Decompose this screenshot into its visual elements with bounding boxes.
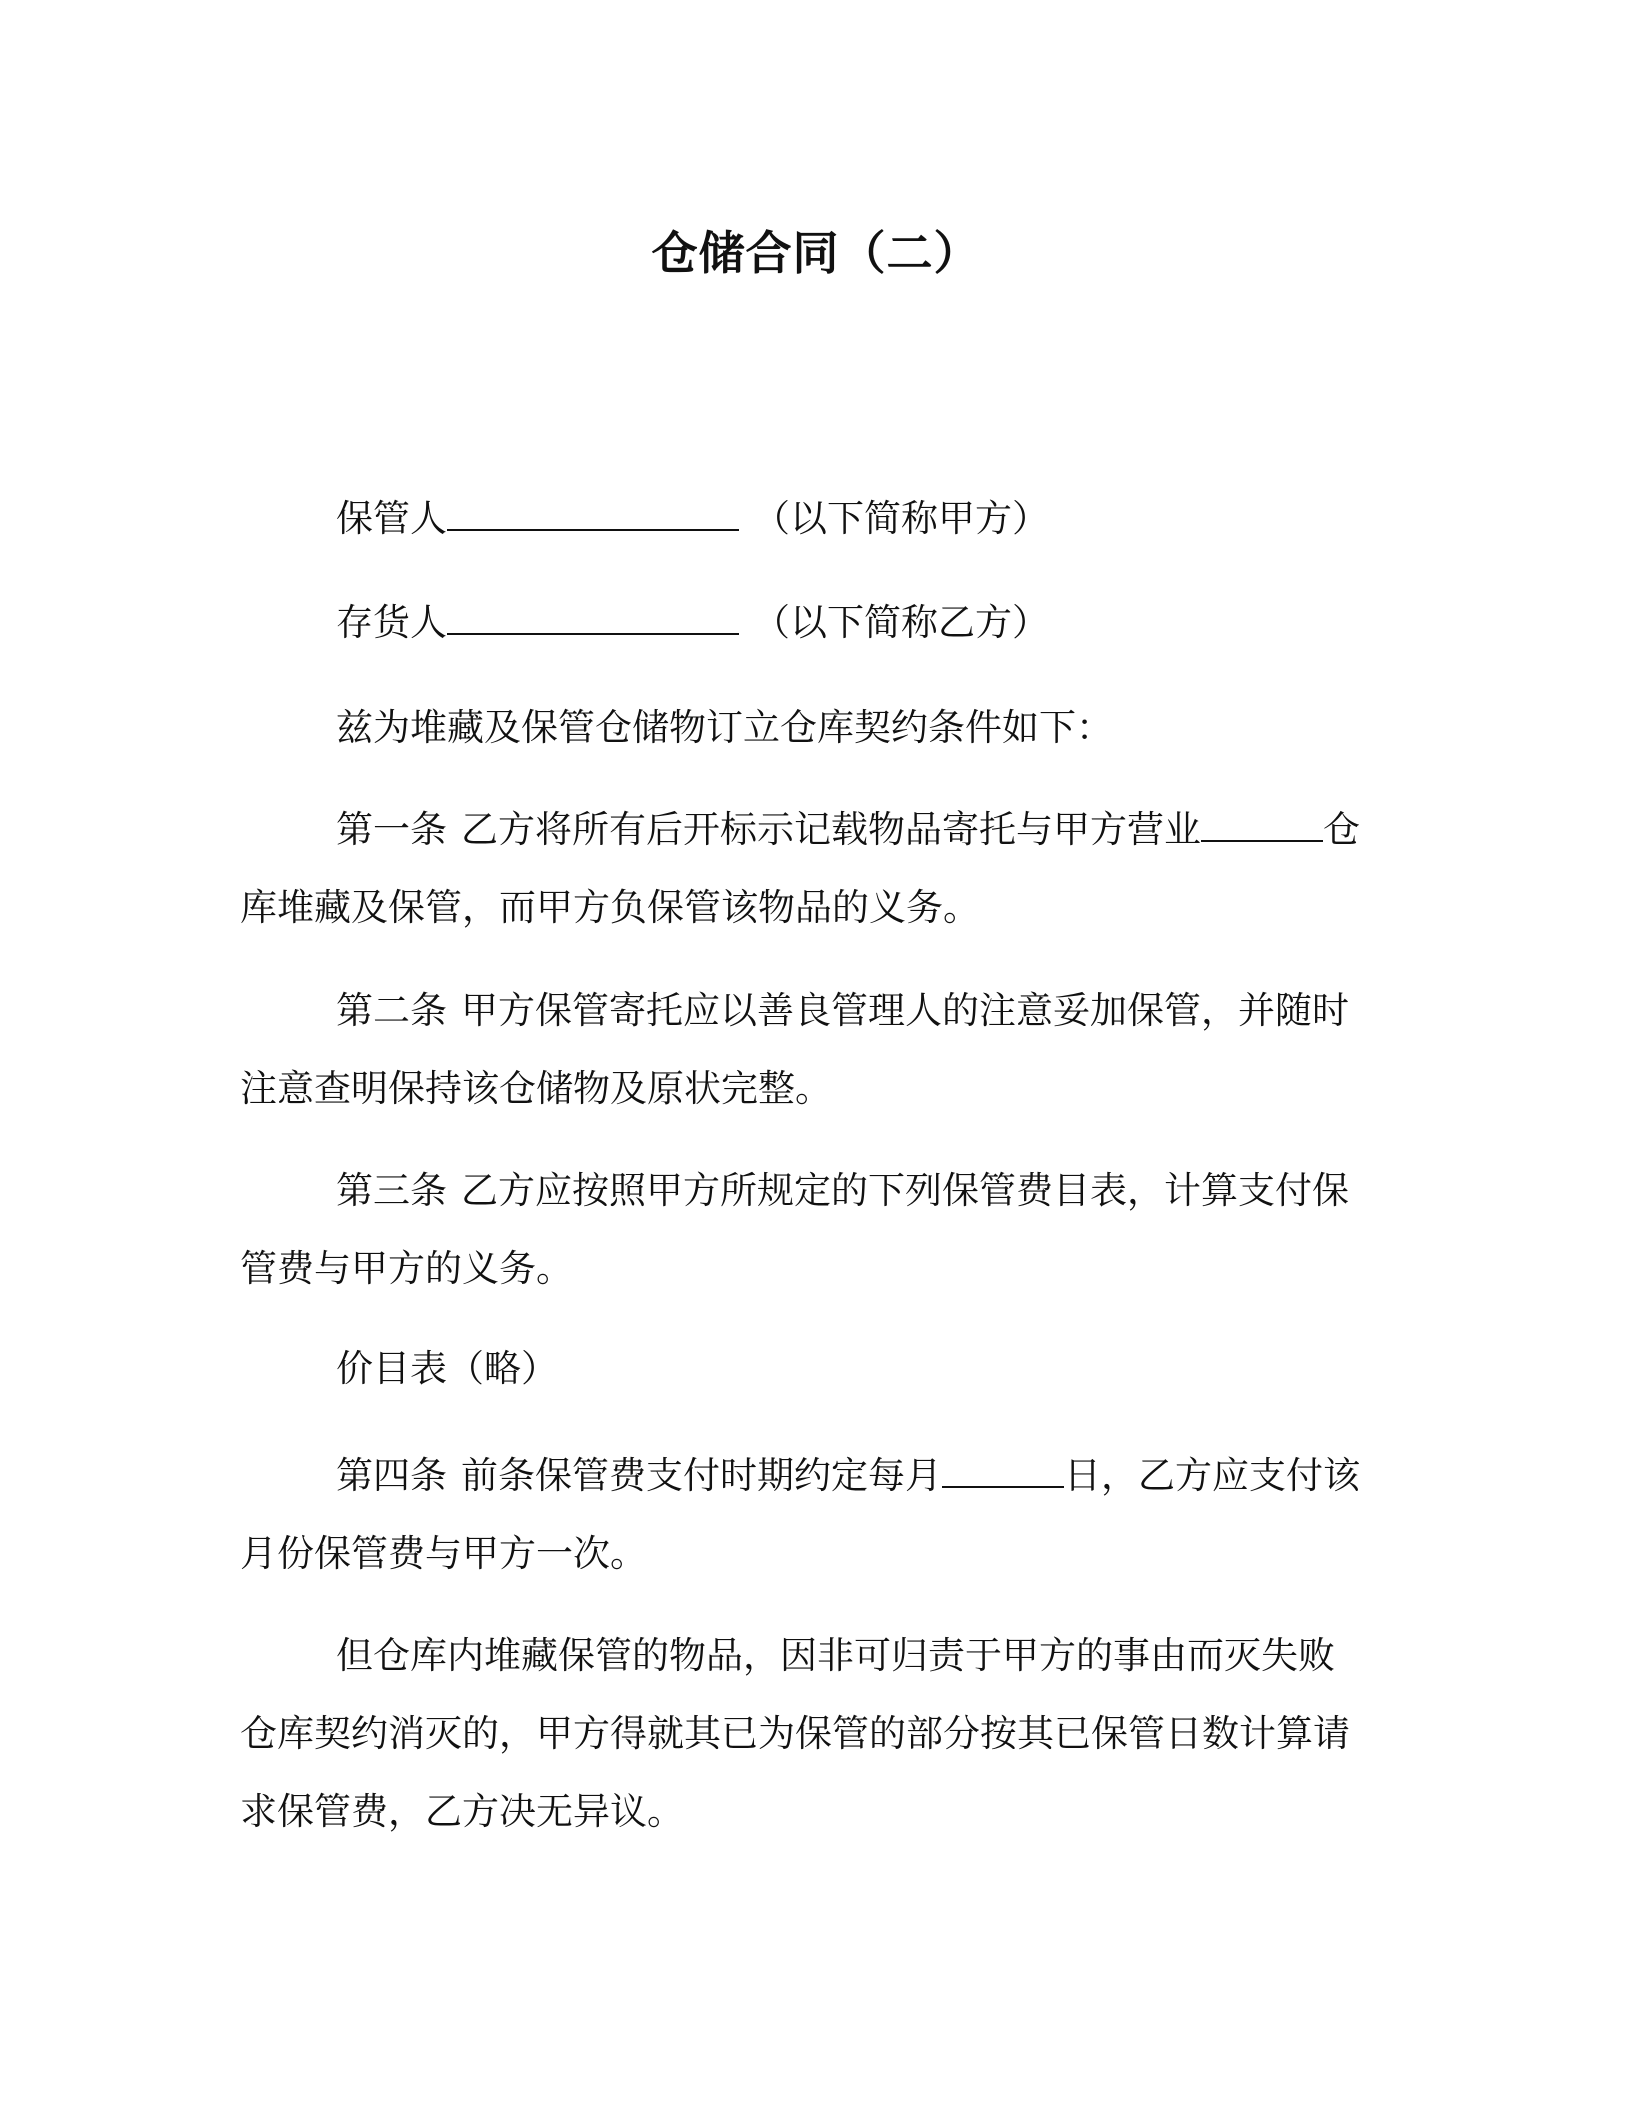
intro-paragraph: 兹为堆藏及保管仓储物订立仓库契约条件如下： (336, 706, 1113, 749)
depositor-note: （以下简称乙方） (753, 601, 1049, 644)
article-4-text-after: 日，乙方应支付该月份保管费与甲方一次。 (240, 1454, 1360, 1575)
keeper-line (240, 484, 1370, 554)
article-1-text-before: 乙方将所有后开标示记载物品寄托与甲方营业 (461, 808, 1201, 851)
article-4-text-before: 前条保管费支付时期约定每月 (461, 1454, 942, 1497)
article-2 (240, 972, 1370, 1128)
article-3 (240, 1152, 1370, 1308)
payment-day-blank[interactable] (942, 1456, 1064, 1488)
article-2-text: 甲方保管寄托应以善良管理人的注意妥加保管，并随时注意查明保持该仓储物及原状完整。 (240, 989, 1349, 1110)
article-4-label: 第四条 (336, 1454, 447, 1497)
depositor-line (240, 588, 1370, 658)
document-title: 仓储合同（二） (651, 226, 981, 280)
article-2-label: 第二条 (336, 989, 447, 1032)
price-list-note: 价目表（略） (336, 1347, 558, 1390)
article-4-proviso: 但仓库内堆藏保管的物品，因非可归责于甲方的事由而灭失败仓库契约消灭的，甲方得就其已为保管的部分按其已保管日数计算请求保管费，乙方决无异议。 (240, 1634, 1350, 1833)
article-1-text-after: 仓库堆藏及保管，而甲方负保管该物品的义务。 (240, 808, 1360, 929)
article-4 (240, 1437, 1370, 1593)
article-3-text: 乙方应按照甲方所规定的下列保管费目表，计算支付保管费与甲方的义务。 (240, 1169, 1349, 1290)
article-1-label: 第一条 (336, 808, 447, 851)
article-3-label: 第三条 (336, 1169, 447, 1212)
keeper-label: 保管人 (336, 497, 447, 540)
keeper-note: （以下简称甲方） (753, 497, 1049, 540)
keeper-name-blank[interactable] (447, 499, 739, 531)
article-1 (240, 791, 1370, 947)
depositor-name-blank[interactable] (447, 603, 739, 635)
warehouse-blank[interactable] (1201, 810, 1323, 842)
depositor-label: 存货人 (336, 601, 447, 644)
